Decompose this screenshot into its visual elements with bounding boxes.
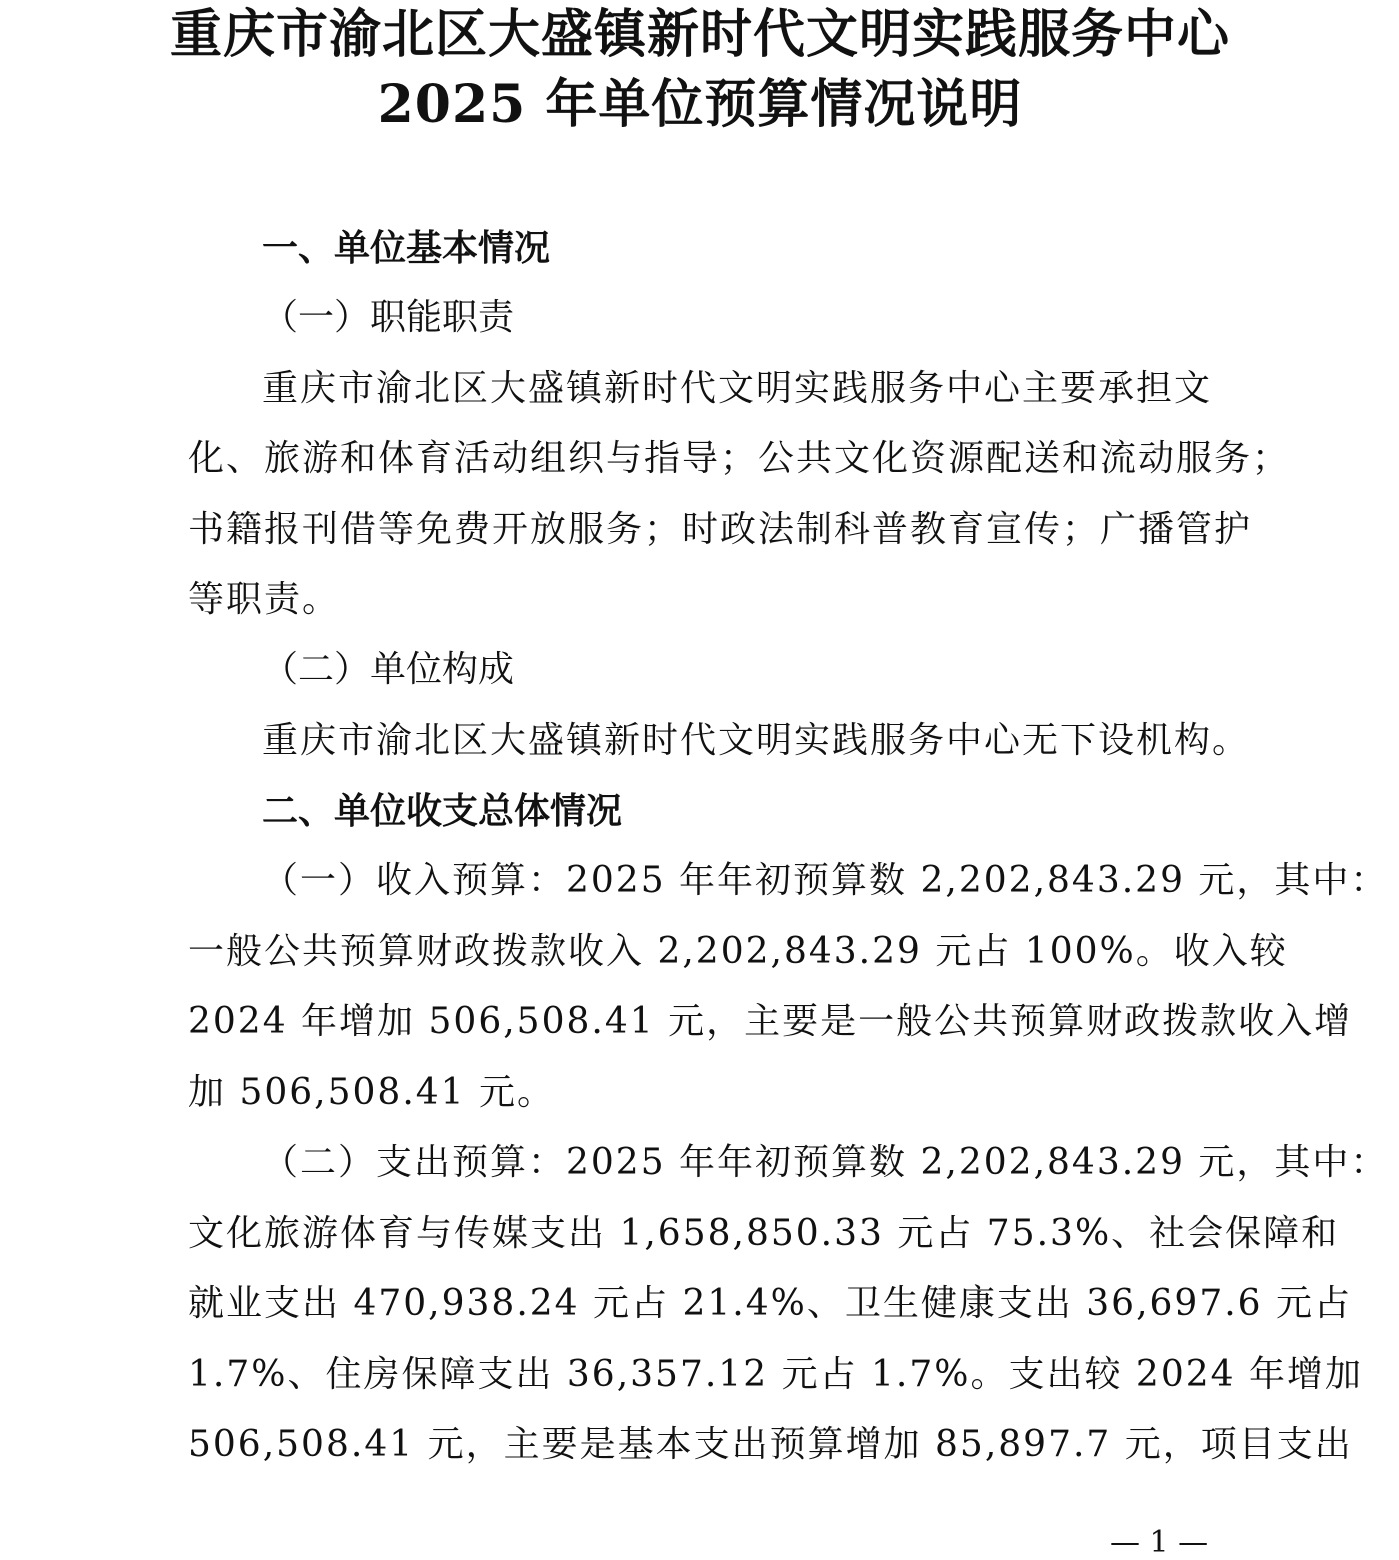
section-2-para-2-line-5: 506,508.41 元，主要是基本支出预算增加 85,897.7 元，项目支出 (188, 1424, 1353, 1465)
section-2-heading: 二、单位收支总体情况 (262, 790, 623, 832)
section-1-heading: 一、单位基本情况 (262, 227, 551, 269)
section-2-para-1-line-1: （一）收入预算：2025 年年初预算数 2,202,843.29 元，其中： (262, 860, 1389, 901)
section-1-para-1-line-1: 重庆市渝北区大盛镇新时代文明实践服务中心主要承担文 (262, 368, 1213, 409)
section-2-para-2-line-1: （二）支出预算：2025 年年初预算数 2,202,843.29 元，其中： (262, 1142, 1389, 1183)
section-2-para-1-line-2: 一般公共预算财政拨款收入 2,202,843.29 元占 100%。收入较 (188, 931, 1288, 972)
section-1-para-1-line-4: 等职责。 (188, 579, 341, 620)
section-1-para-1-line-3: 书籍报刊借等免费开放服务；时政法制科普教育宣传；广播管护 (188, 509, 1253, 550)
section-1-para-1-line-2: 化、旅游和体育活动组织与指导；公共文化资源配送和流动服务； (188, 438, 1291, 479)
document-title-line-2: 2025 年单位预算情况说明 (377, 74, 1023, 135)
document-title-line-1: 重庆市渝北区大盛镇新时代文明实践服务中心 (169, 4, 1230, 65)
section-1-para-2-line-1: 重庆市渝北区大盛镇新时代文明实践服务中心无下设机构。 (262, 720, 1251, 761)
section-2-para-1-line-3: 2024 年增加 506,508.41 元，主要是一般公共预算财政拨款收入增 (188, 1001, 1353, 1042)
page-number: — 1 — (1110, 1525, 1209, 1560)
section-2-para-2-line-3: 就业支出 470,938.24 元占 21.4%、卫生健康支出 36,697.6 元占 (188, 1283, 1353, 1324)
section-1-subheading-1: （一）职能职责 (262, 297, 515, 338)
section-2-para-2-line-2: 文化旅游体育与传媒支出 1,658,850.33 元占 75.3%、社会保障和 (188, 1213, 1340, 1254)
section-2-para-2-line-4: 1.7%、住房保障支出 36,357.12 元占 1.7%。支出较 2024 年增加 (188, 1354, 1363, 1395)
section-2-para-1-line-4: 加 506,508.41 元。 (188, 1072, 556, 1113)
section-1-subheading-2: （二）单位构成 (262, 649, 515, 690)
